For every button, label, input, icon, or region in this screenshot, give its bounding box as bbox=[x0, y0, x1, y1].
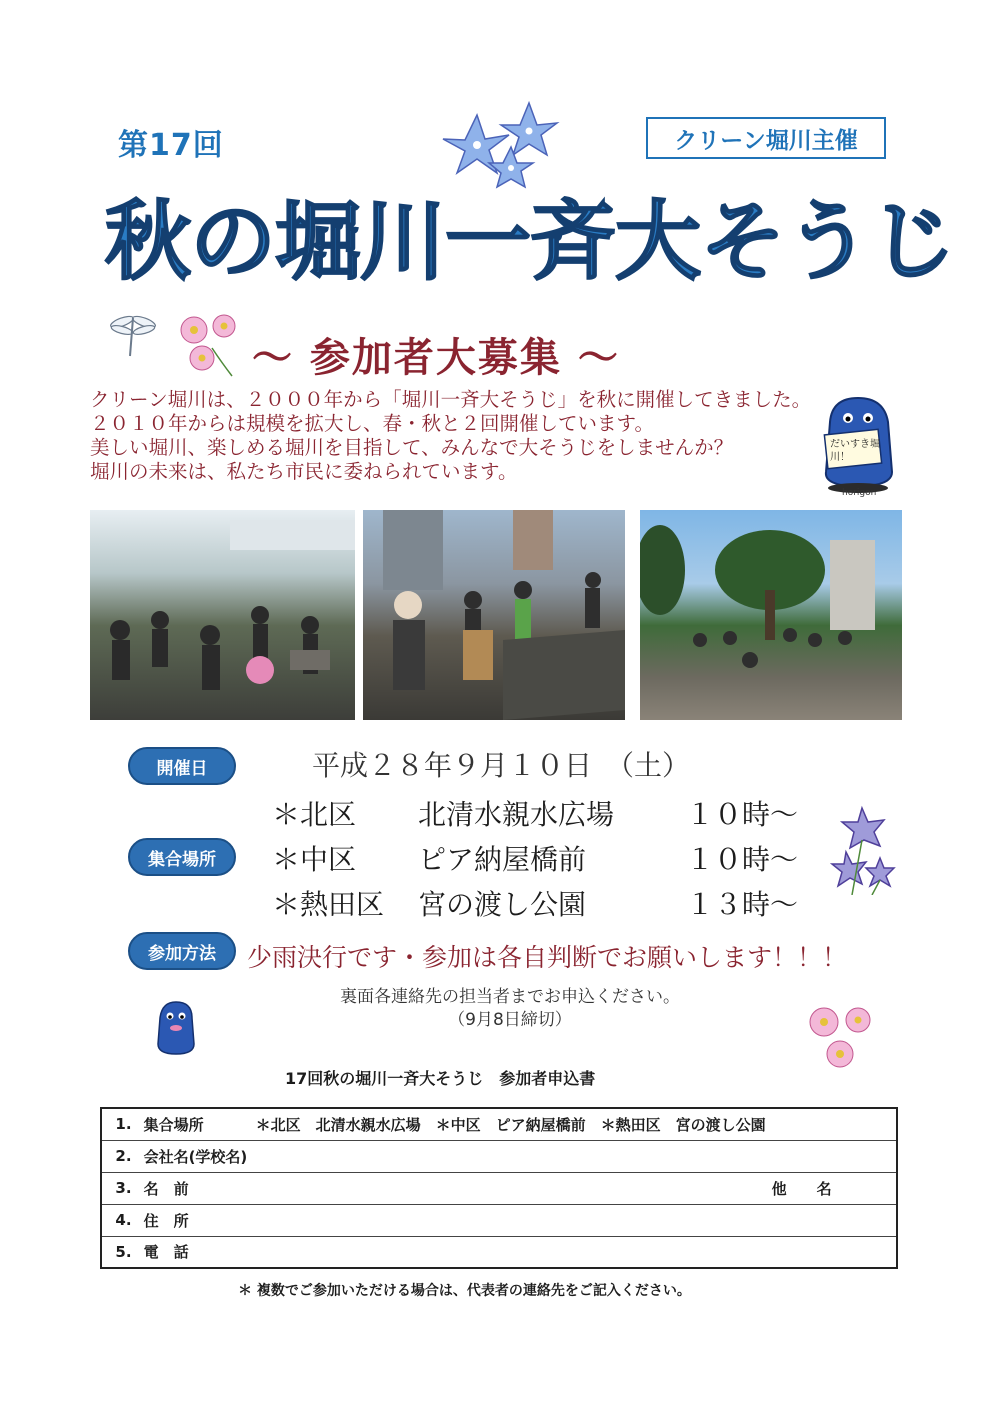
place-area: ＊中区 bbox=[272, 843, 357, 876]
bellflower-icon bbox=[822, 800, 902, 895]
participation-method: 少雨決行です・参加は各自判断でお願いします！！！ bbox=[247, 943, 848, 972]
form-footnote: ＊ 複数でご参加いただける場合は、代表者の連絡先をご記入ください。 bbox=[238, 1283, 691, 1299]
place-time: １３時～ bbox=[686, 888, 799, 921]
row-extra bbox=[766, 1204, 897, 1236]
cleanup-photo-1 bbox=[90, 510, 355, 720]
cleanup-photo-2 bbox=[363, 510, 625, 720]
row-number: 3. bbox=[101, 1172, 138, 1204]
row-label: 住 所 bbox=[138, 1204, 250, 1236]
organizer-badge: クリーン堀川主催 bbox=[646, 117, 886, 159]
cosmos-flower-icon bbox=[172, 308, 247, 378]
event-date: 平成２８年９月１０日 （土） bbox=[312, 749, 691, 782]
place-name: ピア納屋橋前 bbox=[418, 843, 587, 876]
row-number: 4. bbox=[101, 1204, 138, 1236]
recruitment-subtitle: ～ 参加者大募集 ～ bbox=[252, 335, 620, 381]
row-number: 2. bbox=[101, 1140, 138, 1172]
application-note bbox=[290, 986, 730, 1032]
form-title: 17回秋の堀川一斉大そうじ 参加者申込書 bbox=[285, 1069, 596, 1088]
intro-line: 美しい堀川、楽しめる堀川を目指して、みんなで大そうじをしませんか？ bbox=[90, 436, 734, 459]
application-line: 裏面各連絡先の担当者までお申込ください。 bbox=[340, 987, 680, 1007]
place-name: 宮の渡し公園 bbox=[418, 888, 587, 921]
dragonfly-icon bbox=[108, 308, 158, 358]
place-name: 北清水親水広場 bbox=[418, 798, 615, 831]
row-value-field[interactable] bbox=[250, 1172, 766, 1204]
cosmos-flower-icon bbox=[800, 1000, 885, 1075]
intro-line: ２０１０年からは規模を拡大し、春・秋と２回開催しています。 bbox=[90, 412, 654, 435]
intro-paragraph bbox=[90, 388, 811, 484]
table-row bbox=[101, 1108, 897, 1140]
row-value-field[interactable] bbox=[250, 1236, 766, 1268]
date-label-pill: 開催日 bbox=[128, 747, 236, 785]
row-label: 電 話 bbox=[143, 1243, 189, 1262]
application-form-table bbox=[100, 1107, 898, 1269]
place-time: １０時～ bbox=[686, 798, 799, 831]
mascot-small-icon bbox=[148, 998, 204, 1058]
deadline-line: （9月8日締切） bbox=[448, 1010, 572, 1030]
row-value: ＊北区 北清水親水広場 ＊中区 ピア納屋橋前 ＊熱田区 宮の渡し公園 bbox=[250, 1108, 766, 1140]
table-row bbox=[101, 1172, 897, 1204]
intro-line: 堀川の未来は、私たち市民に委ねられています。 bbox=[90, 460, 518, 483]
row-label: 名 前 bbox=[138, 1172, 250, 1204]
row-value-field[interactable] bbox=[250, 1204, 766, 1236]
table-row bbox=[101, 1140, 897, 1172]
row-extra: 他 名 bbox=[766, 1172, 897, 1204]
place-label-pill: 集合場所 bbox=[128, 838, 236, 876]
edition-label: 第17回 bbox=[118, 128, 224, 163]
row-extra bbox=[766, 1108, 897, 1140]
page-title: 秋の堀川一斉大そうじ bbox=[105, 192, 955, 292]
method-label-pill: 参加方法 bbox=[128, 932, 236, 970]
row-extra bbox=[766, 1140, 897, 1172]
row-number: 1. bbox=[101, 1108, 138, 1140]
row-value-field[interactable] bbox=[250, 1140, 766, 1172]
row-extra bbox=[766, 1236, 897, 1268]
mascot-sign-text: だいすき堀川！ bbox=[830, 439, 880, 463]
row-label: 集合場所 bbox=[138, 1108, 250, 1140]
mascot-name: horigon bbox=[842, 488, 877, 498]
table-row bbox=[101, 1236, 897, 1268]
intro-line: クリーン堀川は、２０００年から「堀川一斉大そうじ」を秋に開催してきました。 bbox=[90, 388, 812, 411]
row-label: 会社名(学校名) bbox=[138, 1140, 250, 1172]
place-area: ＊北区 bbox=[272, 798, 357, 831]
place-time: １０時～ bbox=[686, 843, 799, 876]
cleanup-photo-3 bbox=[640, 510, 902, 720]
place-area: ＊熱田区 bbox=[272, 888, 385, 921]
row-number: 5. bbox=[115, 1242, 132, 1261]
table-row bbox=[101, 1204, 897, 1236]
